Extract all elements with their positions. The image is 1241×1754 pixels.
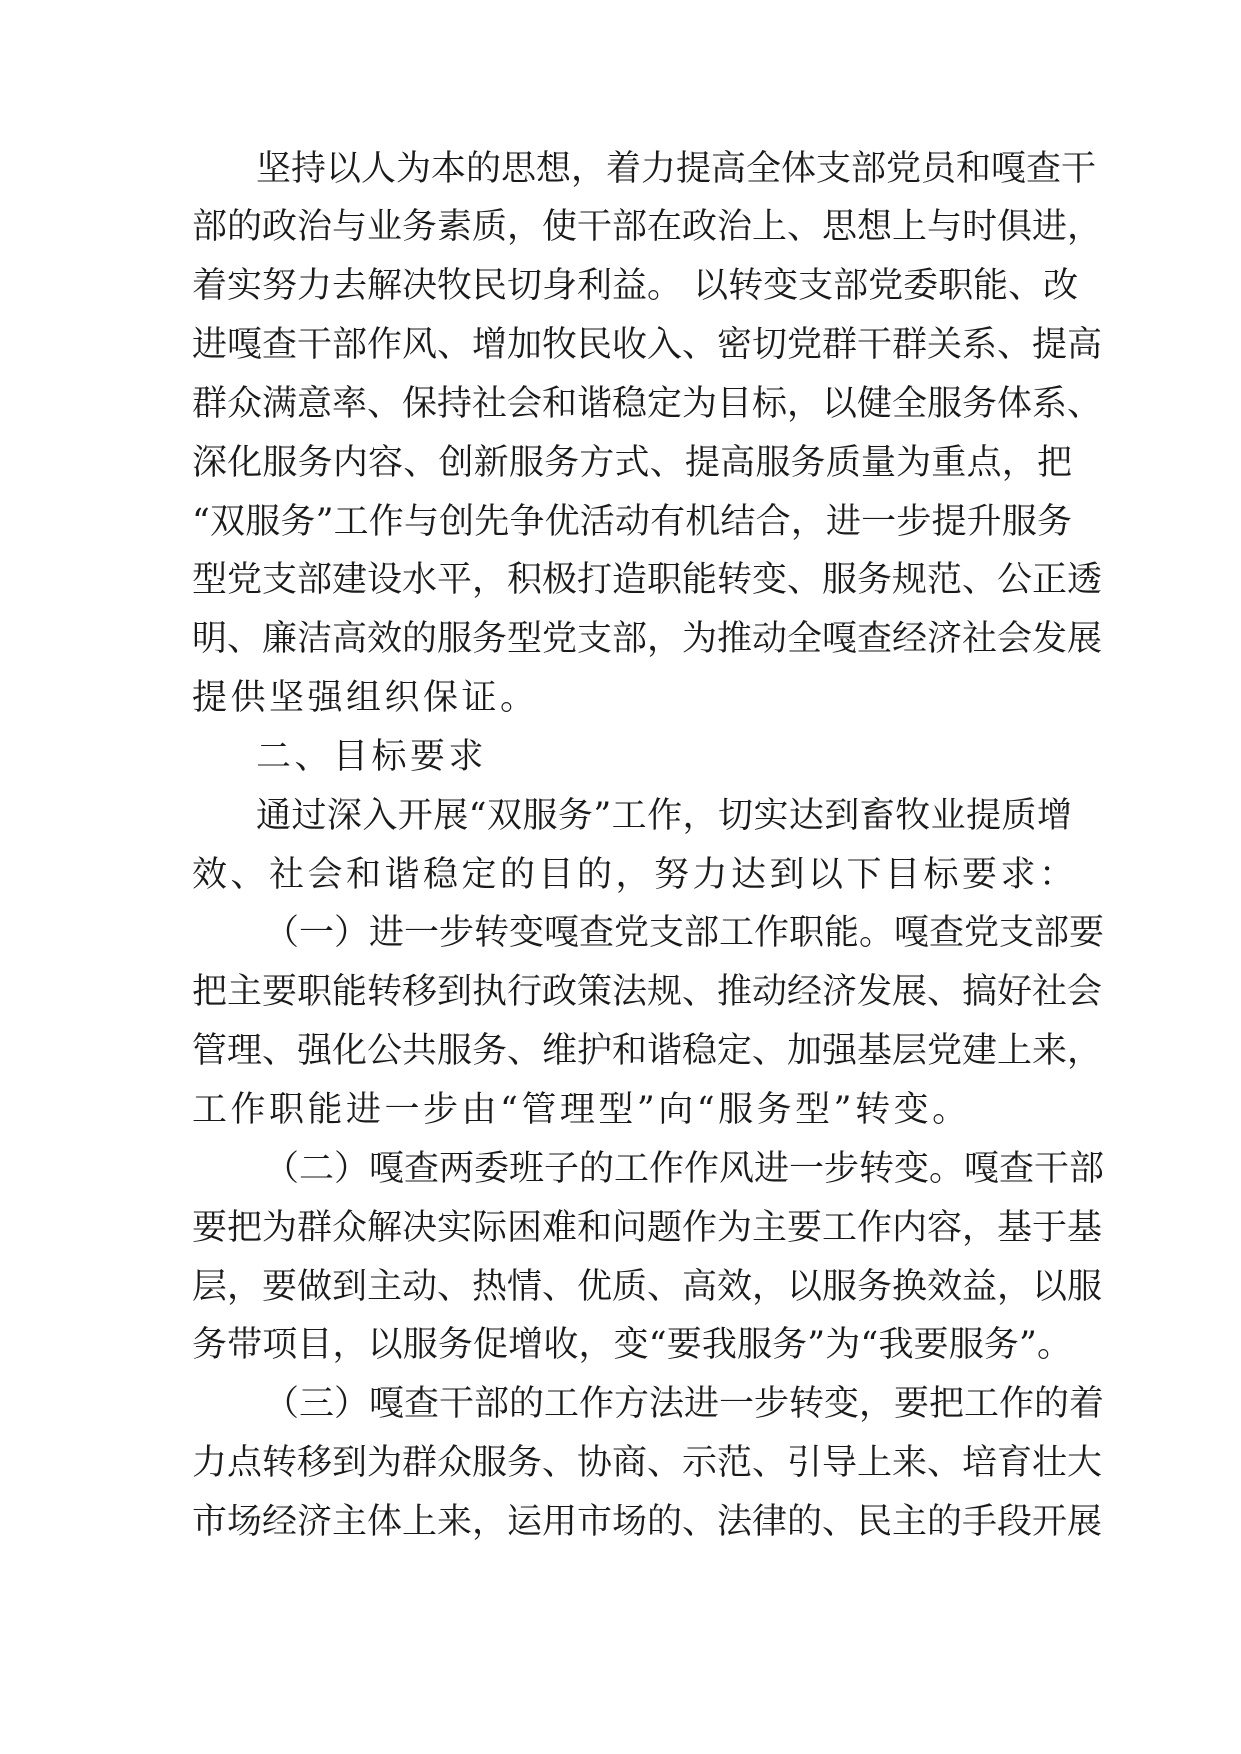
body-text-line: 深化服务内容、创新服务方式、提高服务质量为重点，把 [192,443,1072,483]
body-text-line: 部的政治与业务素质，使干部在政治上、思想上与时俱进， [192,207,1103,247]
body-text-line: 明、廉洁高效的服务型党支部，为推动全嘎查经济社会发展 [192,619,1103,659]
body-text-line: 型党支部建设水平，积极打造职能转变、服务规范、公正透 [192,560,1103,600]
body-text-line: 坚持以人为本的思想，着力提高全体支部党员和嘎查干 [256,149,1097,189]
body-text-line: （二）嘎查两委班子的工作作风进一步转变。嘎查干部 [264,1149,1105,1189]
body-text-line: 工作职能进一步由“管理型”向“服务型”转变。 [192,1090,971,1130]
body-text-line: 群众满意率、保持社会和谐稳定为目标，以健全服务体系、 [192,384,1103,424]
body-text-line: 把主要职能转移到执行政策法规、推动经济发展、搞好社会 [192,972,1103,1012]
body-text-line: 管理、强化公共服务、维护和谐稳定、加强基层党建上来， [192,1031,1103,1071]
body-text-line: 着实努力去解决牧民切身利益。 以转变支部党委职能、改 [192,266,1079,306]
body-text-line: 务带项目，以服务促增收，变“要我服务”为“我要服务”。 [192,1325,1072,1365]
body-text-line: 效、社会和谐稳定的目的，努力达到以下目标要求： [192,855,1078,895]
body-text-line: 要把为群众解决实际困难和问题作为主要工作内容，基于基 [192,1208,1103,1248]
body-text-line: （一）进一步转变嘎查党支部工作职能。嘎查党支部要 [264,913,1105,953]
body-text-line: 层，要做到主动、热情、优质、高效，以服务换效益，以服 [192,1267,1103,1307]
section-heading: 二、目标要求 [256,737,488,777]
body-text-line: “双服务”工作与创先争优活动有机结合，进一步提升服务 [192,502,1072,542]
body-text-line: 通过深入开展“双服务”工作，切实达到畜牧业提质增 [256,796,1072,836]
body-text-line: 市场经济主体上来，运用市场的、法律的、民主的手段开展 [192,1502,1103,1542]
body-text-line: 进嘎查干部作风、增加牧民收入、密切党群干群关系、提高 [192,325,1103,365]
body-text-line: （三）嘎查干部的工作方法进一步转变，要把工作的着 [264,1384,1105,1424]
body-text-line: 提供坚强组织保证。 [192,678,539,718]
body-text-line: 力点转移到为群众服务、协商、示范、引导上来、培育壮大 [192,1443,1103,1483]
